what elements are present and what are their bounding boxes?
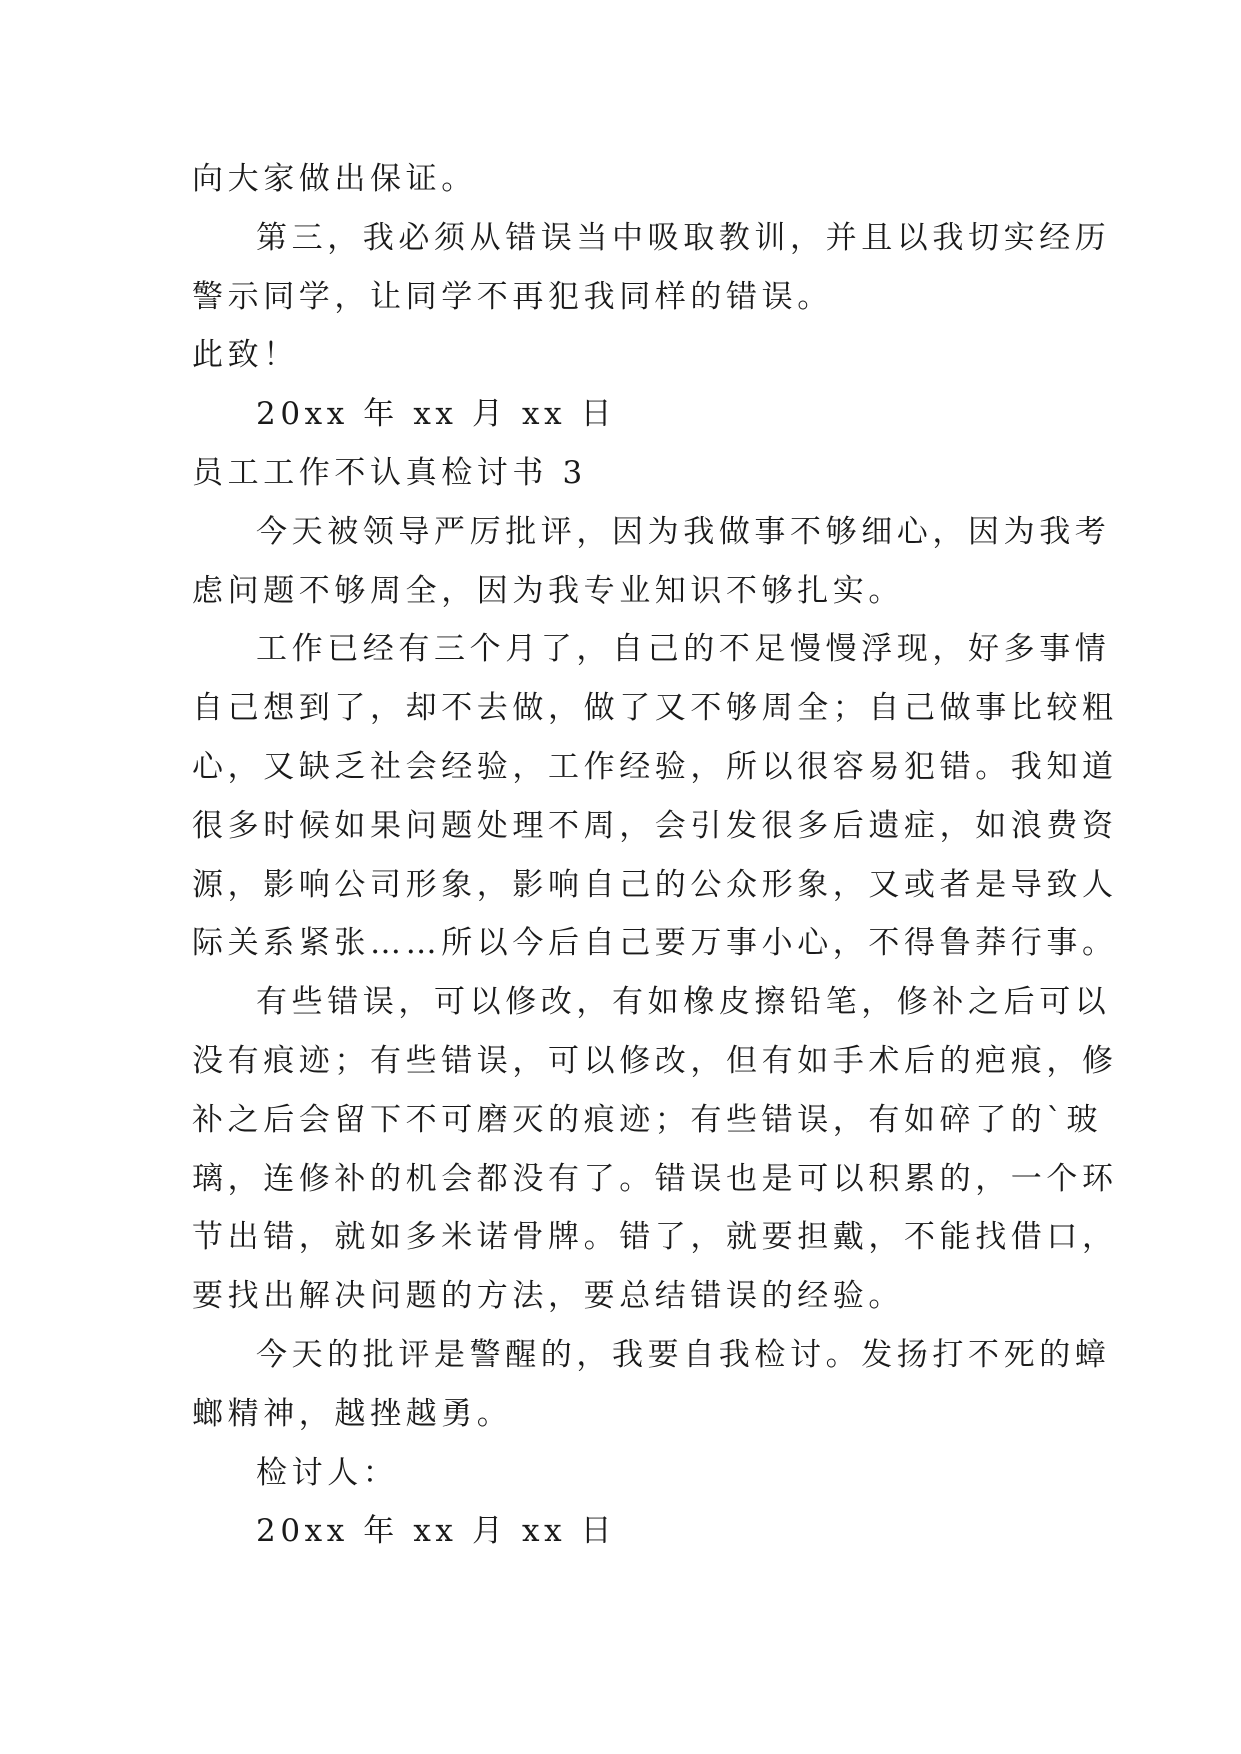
text-line: 虑问题不够周全，因为我专业知识不够扎实。 bbox=[192, 572, 904, 609]
text-line: 补之后会留下不可磨灭的痕迹；有些错误，有如碎了的`玻 bbox=[192, 1101, 1103, 1138]
text-line: 有些错误，可以修改，有如橡皮擦铅笔，修补之后可以 bbox=[256, 984, 1111, 1021]
text-line: 今天被领导严厉批评，因为我做事不够细心，因为我考 bbox=[256, 513, 1111, 550]
text-line: 要找出解决问题的方法，要总结错误的经验。 bbox=[192, 1278, 904, 1315]
date-line: 20xx 年 xx 月 xx 日 bbox=[256, 1513, 617, 1550]
text-line: 自己想到了，却不去做，做了又不够周全；自己做事比较粗 bbox=[192, 690, 1118, 727]
document-page bbox=[192, 150, 1118, 1561]
text-line: 工作已经有三个月了，自己的不足慢慢浮现，好多事情 bbox=[256, 631, 1111, 668]
text-line: 第三，我必须从错误当中吸取教训，并且以我切实经历 bbox=[256, 219, 1111, 256]
text-line: 际关系紧张……所以今后自己要万事小心，不得鲁莽行事。 bbox=[192, 925, 1118, 962]
text-line: 今天的批评是警醒的，我要自我检讨。发扬打不死的蟑 bbox=[256, 1336, 1111, 1373]
text-line: 警示同学，让同学不再犯我同样的错误。 bbox=[192, 278, 833, 315]
text-line: 节出错，就如多米诺骨牌。错了，就要担戴，不能找借口， bbox=[192, 1219, 1118, 1256]
date-line: 20xx 年 xx 月 xx 日 bbox=[256, 396, 617, 433]
closing-salutation: 此致！ bbox=[192, 337, 299, 374]
text-line: 心，又缺乏社会经验，工作经验，所以很容易犯错。我知道 bbox=[192, 748, 1118, 785]
section-title: 员工工作不认真检讨书 3 bbox=[192, 454, 587, 491]
text-line: 螂精神，越挫越勇。 bbox=[192, 1395, 513, 1432]
signature-label: 检讨人： bbox=[256, 1454, 399, 1491]
text-line: 很多时候如果问题处理不周，会引发很多后遗症，如浪费资 bbox=[192, 807, 1118, 844]
text-line: 璃，连修补的机会都没有了。错误也是可以积累的，一个环 bbox=[192, 1160, 1118, 1197]
text-line: 没有痕迹；有些错误，可以修改，但有如手术后的疤痕，修 bbox=[192, 1042, 1118, 1079]
text-line: 向大家做出保证。 bbox=[192, 161, 477, 197]
text-line: 源，影响公司形象，影响自己的公众形象，又或者是导致人 bbox=[192, 866, 1118, 903]
